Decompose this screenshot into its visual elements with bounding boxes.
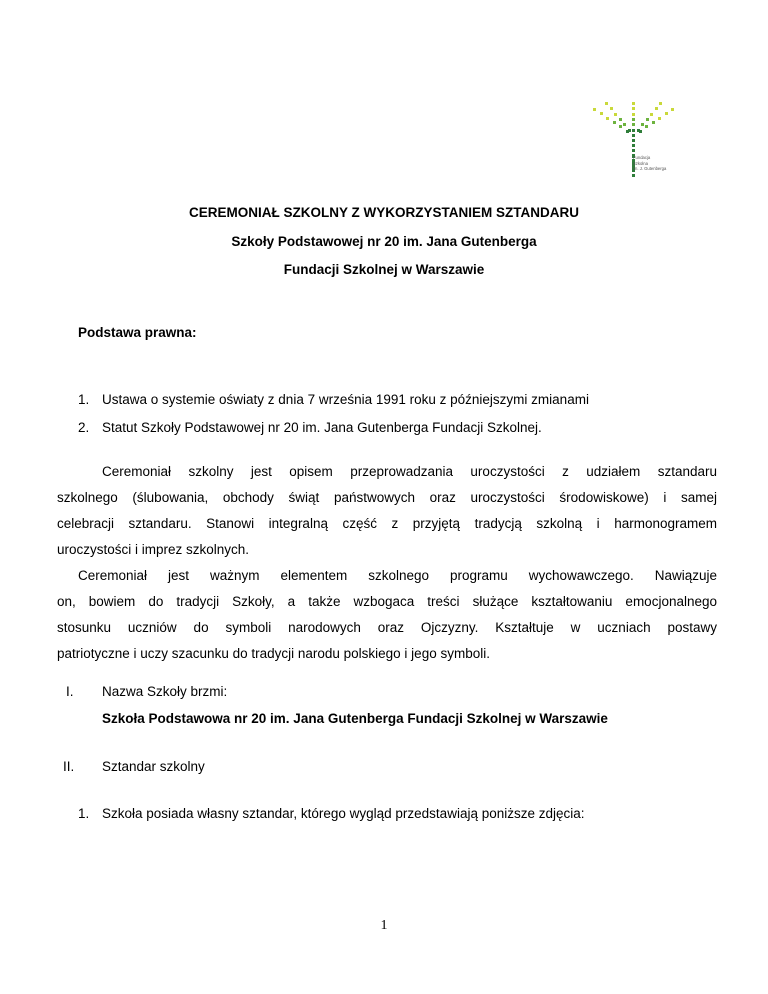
- section-2-item-text: Szkoła posiada własny sztandar, którego wygląd przedstawiają poniższe zdjęcia:: [102, 806, 585, 821]
- legal-item-number: 2.: [78, 420, 90, 435]
- logo-dot: [641, 123, 644, 126]
- logo-line-1: Fundacja: [633, 155, 651, 160]
- legal-item-number: 1.: [78, 392, 90, 407]
- logo-dot: [650, 113, 653, 116]
- logo-dot: [600, 112, 603, 115]
- document-subtitle-foundation: Fundacji Szkolnej w Warszawie: [283, 262, 485, 277]
- logo-dot: [655, 107, 658, 110]
- para1-line: celebracji sztandaru. Stanowi integralną część z przyjętą tradycją szkolną i harmonogramem: [57, 516, 717, 531]
- logo-dot: [632, 107, 635, 110]
- section-2-title: Sztandar szkolny: [102, 759, 205, 774]
- logo-dot: [619, 125, 622, 128]
- para1-line: Ceremoniał szkolny jest opisem przeprowadzania uroczystości z udziałem sztandaru: [102, 464, 717, 479]
- school-full-name: Szkoła Podstawowa nr 20 im. Jana Gutenberga Fundacji Szkolnej w Warszawie: [102, 711, 608, 726]
- legal-item-text: Ustawa o systemie oświaty z dnia 7 września 1991 roku z późniejszymi zmianami: [102, 392, 589, 407]
- section-1-number: I.: [66, 684, 74, 699]
- logo-dot: [632, 174, 635, 177]
- document-title: CEREMONIAŁ SZKOLNY Z WYKORZYSTANIEM SZTANDARU: [189, 205, 579, 220]
- legal-item-text: Statut Szkoły Podstawowej nr 20 im. Jana Gutenberga Fundacji Szkolnej.: [102, 420, 542, 435]
- section-1-title: Nazwa Szkoły brzmi:: [102, 684, 228, 699]
- page-number: 1: [380, 918, 388, 933]
- legal-basis-heading: Podstawa prawna:: [78, 325, 197, 340]
- para2-line: on, bowiem do tradycji Szkoły, a także wzbogaca treści służące kształtowaniu emocjonalnego: [57, 594, 717, 609]
- para1-line: szkolnego (ślubowania, obchody świąt państwowych oraz uroczystości środowiskowe) i samej: [57, 490, 717, 505]
- logo-dot: [613, 121, 616, 124]
- logo-dot: [632, 123, 635, 126]
- logo-dot: [632, 118, 635, 121]
- logo-dot: [593, 108, 596, 111]
- logo-dot: [632, 102, 635, 105]
- para1-line: uroczystości i imprez szkolnych.: [57, 542, 250, 557]
- section-2-item-number: 1.: [78, 806, 90, 821]
- document-subtitle-school: Szkoły Podstawowej nr 20 im. Jana Gutenberga: [231, 234, 537, 249]
- section-2-number: II.: [63, 759, 75, 774]
- logo-dot: [639, 130, 642, 133]
- logo-dot: [652, 121, 655, 124]
- para2-line: Ceremoniał jest ważnym elementem szkolnego programu wychowawczego. Nawiązuje: [78, 568, 717, 583]
- para2-line: stosunku uczniów do symboli narodowych oraz Ojczyzny. Kształtuje w uczniach postawy: [57, 620, 717, 635]
- logo-dot: [671, 108, 674, 111]
- logo-dot: [658, 117, 661, 120]
- logo-line-3: im. J. Gutenberga: [633, 166, 667, 172]
- logo-dot: [646, 118, 649, 121]
- logo-dot: [606, 117, 609, 120]
- logo-dot: [632, 144, 635, 147]
- logo-dot: [632, 129, 635, 132]
- logo-dot: [623, 123, 626, 126]
- logo-dot: [665, 112, 668, 115]
- para2-line: patriotyczne i uczy szacunku do tradycji narodu polskiego i jego symboli.: [57, 646, 490, 661]
- logo-dot: [628, 129, 631, 132]
- logo-dot: [605, 102, 608, 105]
- logo-dot: [645, 125, 648, 128]
- logo-dot: [632, 149, 635, 152]
- logo-dot: [659, 102, 662, 105]
- logo-dot: [610, 107, 613, 110]
- logo-dot: [632, 113, 635, 116]
- logo-dot: [632, 139, 635, 142]
- logo-dot: [619, 118, 622, 121]
- logo-dot: [632, 134, 635, 137]
- logo-line-2: Szkolna: [633, 160, 648, 166]
- logo-caption: [633, 155, 666, 172]
- logo-dot: [614, 113, 617, 116]
